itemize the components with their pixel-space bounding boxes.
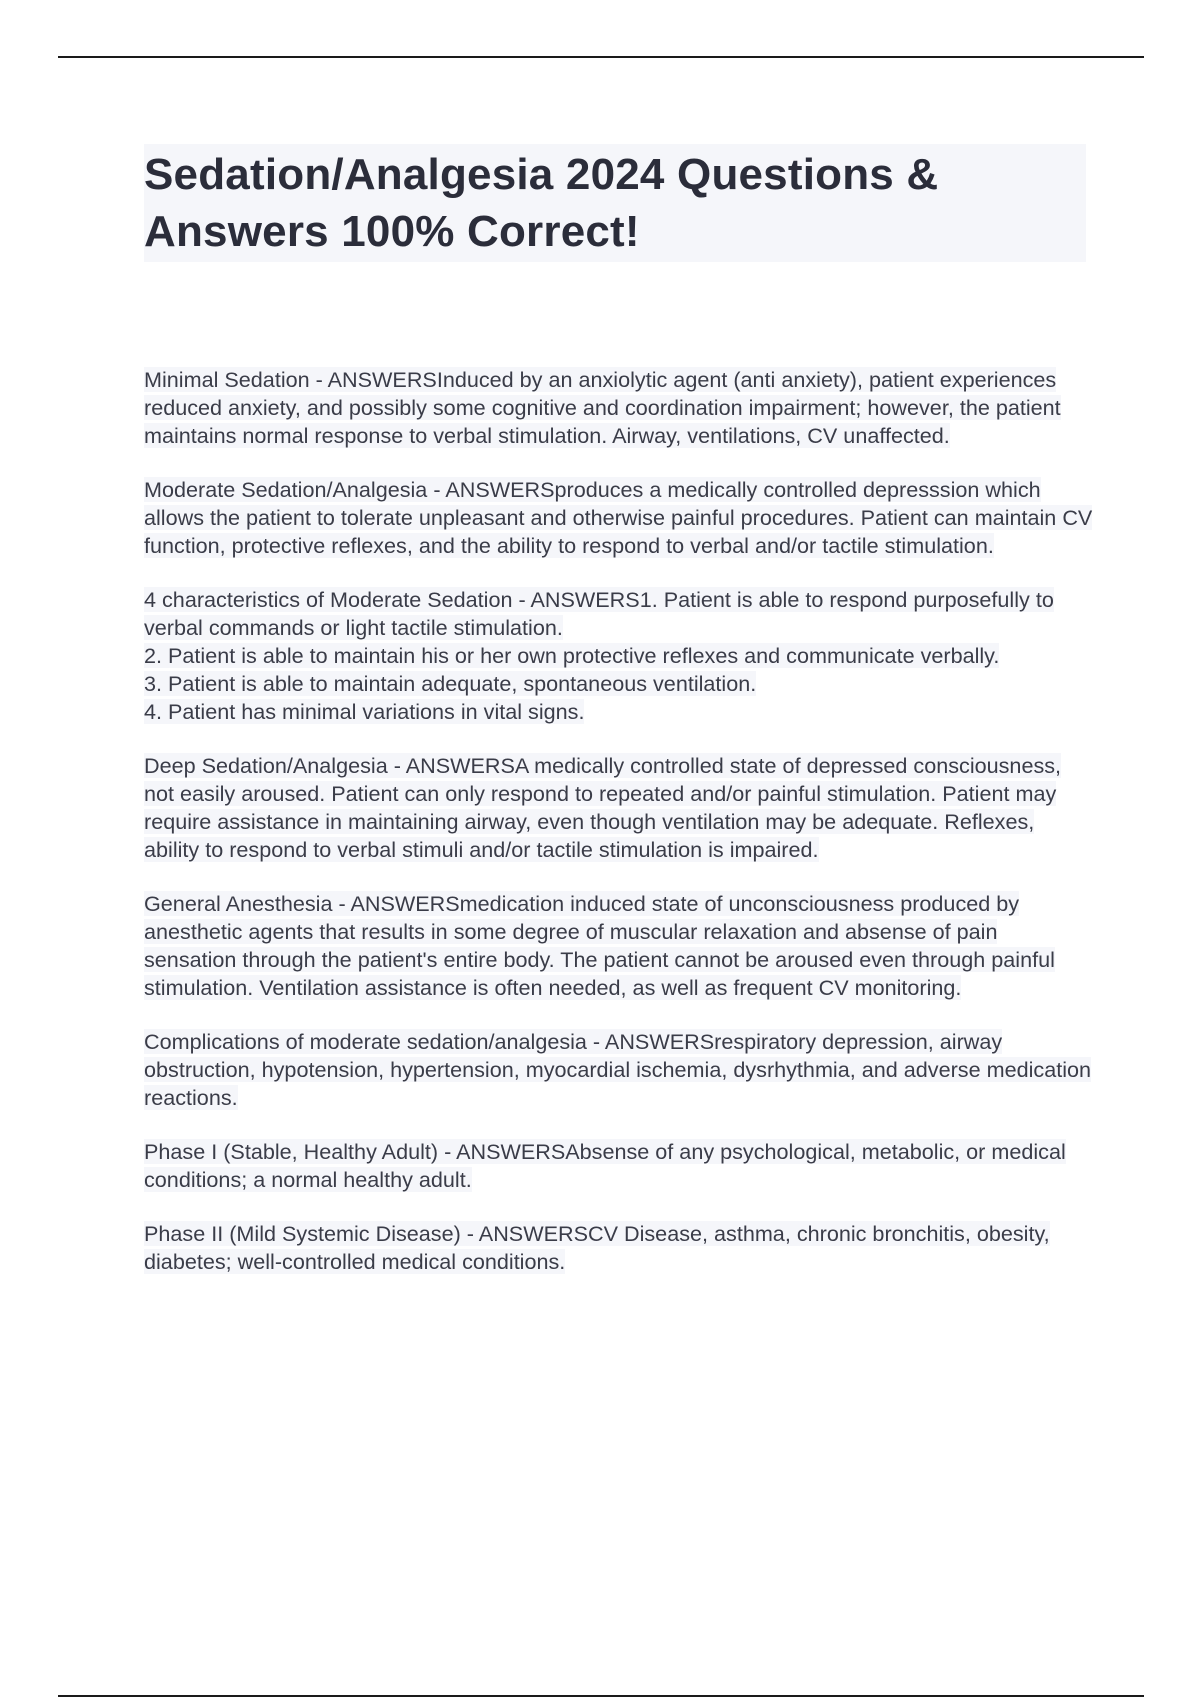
qa-entry — [144, 586, 1094, 726]
qa-answer: 1. Patient is able to respond purposefully to verbal commands or light tactile stimulation. 2. Patient is able to maintain his or her own protective reflexes and communicate verbally. 3. Patient is able to maintain adequate, spontaneous ventilation. 4. Patient has minimal variations in vital signs. — [144, 587, 1054, 724]
qa-entry — [144, 1028, 1094, 1112]
qa-separator: - ANSWERS — [332, 891, 460, 916]
page-title: Sedation/Analgesia 2024 Questions & Answers 100% Correct! — [144, 150, 939, 256]
qa-entry — [144, 890, 1094, 1002]
qa-answer: Absense of any psychological, metabolic, or medical conditions; a normal healthy adult. — [144, 1139, 1066, 1192]
qa-entry — [144, 366, 1094, 450]
qa-answer: CV Disease, asthma, chronic bronchitis, obesity, diabetes; well-controlled medical conditions. — [144, 1221, 1050, 1274]
qa-entry — [144, 1138, 1094, 1194]
qa-term: Complications of moderate sedation/analgesia — [144, 1029, 587, 1054]
qa-entry — [144, 752, 1094, 864]
qa-separator: - ANSWERS — [387, 753, 515, 778]
qa-entry — [144, 1220, 1094, 1276]
qa-separator: - ANSWERS — [438, 1139, 566, 1164]
qa-answer: medication induced state of unconsciousness produced by anesthetic agents that results in some degree of muscular relaxation and absense of pain sensation through the patient's entire body. The patient cannot be aroused even through painful stimulation. Ventilation assistance is often needed, as well as frequent CV monitoring. — [144, 891, 1055, 1000]
qa-separator: - ANSWERS — [309, 367, 437, 392]
qa-term: General Anesthesia — [144, 891, 333, 916]
qa-separator: - ANSWERS — [427, 477, 555, 502]
qa-entry — [144, 476, 1094, 560]
qa-term: Phase I (Stable, Healthy Adult) — [144, 1139, 439, 1164]
qa-list — [144, 366, 1094, 1302]
qa-separator: - ANSWERS — [586, 1029, 715, 1054]
qa-answer: Induced by an anxiolytic agent (anti anxiety), patient experiences reduced anxiety, and possibly some cognitive and coordination impairment; however, the patient maintains normal response to verbal stimulation. Airway, ventilations, CV unaffected. — [144, 367, 1061, 448]
qa-term: Deep Sedation/Analgesia — [144, 753, 388, 778]
qa-term: 4 characteristics of Moderate Sedation — [144, 587, 513, 612]
top-rule — [58, 56, 1144, 58]
qa-term: Minimal Sedation — [144, 367, 310, 392]
qa-separator: - ANSWERS — [460, 1221, 588, 1246]
qa-separator: - ANSWERS — [512, 587, 640, 612]
qa-term: Phase II (Mild Systemic Disease) — [144, 1221, 461, 1246]
qa-answer: respiratory depression, airway obstruction, hypotension, hypertension, myocardial ischemia, dysrhythmia, and adverse medication reactions. — [144, 1029, 1092, 1110]
bottom-rule — [58, 1695, 1144, 1697]
qa-term: Moderate Sedation/Analgesia — [144, 477, 428, 502]
qa-answer: A medically controlled state of depressed consciousness, not easily aroused. Patient can only respond to repeated and/or painful stimulation. Patient may require assistance in maintaining airway, even though ventilation may be adequate. Reflexes, ability to respond to verbal stimuli and/or tactile stimulation is impaired. — [144, 753, 1062, 862]
title-block — [144, 144, 1086, 262]
qa-answer: produces a medically controlled depresssion which allows the patient to tolerate unpleasant and otherwise painful procedures. Patient can maintain CV function, protective reflexes, and the ability to respond to verbal and/or tactile stimulation. — [144, 477, 1093, 558]
